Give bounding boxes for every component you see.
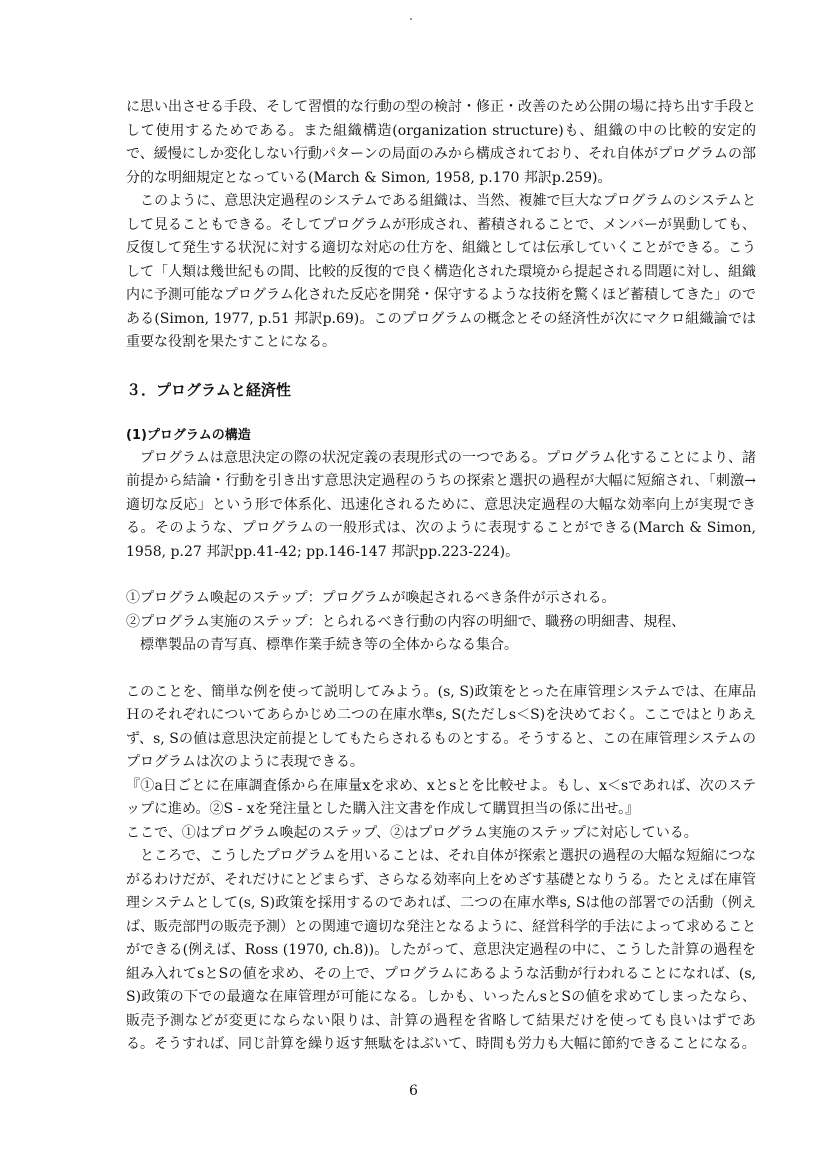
paragraph-organization-program: このように、意思決定過程のシステムである組織は、当然、複雑で巨大なプログラムのシステムとして見ることもできる。そしてプログラムが形成され、蓄積されることで、メンバーが異動しても、反復して発生する状況に対する適切な対応の仕方を、組織としては伝承していくことができる。こうして「人類は幾世紀もの間、比較的反復的で良く構造化された環境から提起される問題に対し、組織内に予測可能なプログラム化された反応を開発・保守するような技術を驚くほど蓄積してきた」のである(Simon, 1977, p.51 邦訳p.69)。このプログラムの概念とその経済性が次にマクロ組織論では重要な役割を果たすことになる。 [126,193,756,350]
list-item-step-1: ①プログラム喚起のステップ：プログラムが喚起されるべき条件が示される。 [126,590,616,606]
list-item-step-2: ②プログラム実施のステップ：とられるべき行動の内容の明細で、職務の明細書、規程、 [126,613,686,630]
paragraph-continuation: に思い出させる手段、そして習慣的な行動の型の検討・修正・改善のため公開の場に持ち出す手段として使用するためである。また組織構造(organization structure)も、組織の中の比較的安定的で、緩慢にしか変化しない行動パターンの局面のみから構成されており、それ自体がプログラムの部分的な明細規定となっている(March & Simon, 1958, p.170 邦訳p.259)。 [126,99,756,186]
spacer [126,564,756,587]
section-heading: ３．プログラムと経済性 [126,380,291,399]
paragraph-step-correspondence: ここで、①はプログラム喚起のステップ、②はプログラム実施のステップに対応している。 [126,824,698,841]
scan-mark [410,18,412,20]
spacer [126,658,756,681]
paragraph-inventory-example: このことを、簡単な例を使って説明してみよう。(s, S)政策をとった在庫管理システムでは、在庫品Ｈのそれぞれについてあらかじめ二つの在庫水準s, S(ただしs＜S)を決めておく。ここではとりあえず、s, Sの値は意思決定前提としてもたらされるものとする。そうすると、この在庫管理システムのプログラムは次のように表現できる。 [126,683,756,770]
document-body [126,96,756,1057]
list-item-step-2-continuation: 標準製品の青写真、標準作業手続き等の全体からなる集合。 [140,637,518,653]
page-number: 6 [409,1083,418,1099]
spacer [126,402,756,425]
paragraph-efficiency: ところで、こうしたプログラムを用いることは、それ自体が探索と選択の過程の大幅な短縮につながるわけだが、それだけにとどまらず、さらなる効率向上をめざす基礎となりうる。たとえば在庫管理システムとして(s, S)政策を採用するのであれば、二つの在庫水準s, Sは他の部署での活動（例えば、販売部門の販売予測）との関連で適切な発注となるように、経営科学的手法によって求めることができる(例えば、Ross (1970, ch.8))。したがって、意思決定過程の中に、こうした計算の過程を組み入れてsとSの値を求め、その上で、プログラムにあるような活動が行われることになれば、(s, S)政策の下での最適な在庫管理が可能になる。しかも、いったんsとSの値を求めてしまったなら、販売予測などが変更にならない限りは、計算の過程を省略して結果だけを使っても良いはずである。そうすれば、同じ計算を繰り返す無駄をはぶいて、時間も労力も大幅に節約できることになる。 [126,848,756,1052]
program-quote: 『①a日ごとに在庫調査係から在庫量xを求め、xとsとを比較せよ。もし、x＜sであれば、次のステップに進め。②S - xを発注量とした購入注文書を作成して購買担当の係に出せ。』 [126,777,756,817]
paragraph-program-structure: プログラムは意思決定の際の状況定義の表現形式の一つである。プログラム化することにより、諸前提から結論・行動を引き出す意思決定過程のうちの探索と選択の過程が大幅に短縮され、「刺激→適切な反応」という形で体系化、迅速化されるために、意思決定過程の大幅な効率向上が実現できる。そのような、プログラムの一般形式は、次のように表現することができる(March & Simon, 1958, p.27 邦訳pp.41-42; pp.146-147 邦訳pp.223-224)。 [126,449,756,560]
subsection-heading: (1)プログラムの構造 [126,427,251,443]
spacer [126,355,756,378]
